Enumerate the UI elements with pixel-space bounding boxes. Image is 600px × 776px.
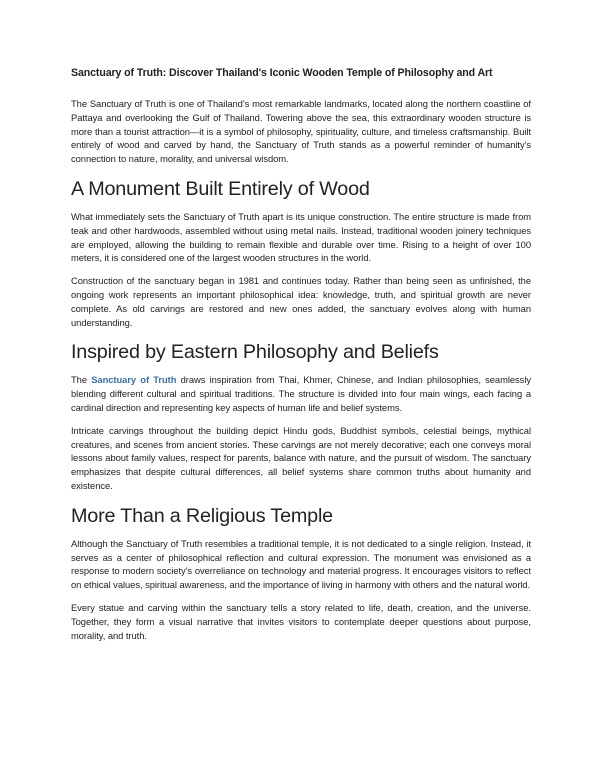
section-temple-paragraph-1: Although the Sanctuary of Truth resembles a traditional temple, it is not dedicated to a single religion. Instead, it serves as a center of philosophical reflection and cultural expression. The monument was envisioned as a response to modern society's overreliance on technology and material progress. It encourages visitors to reflect on ethical values, spiritual awareness, and the importance of living in harmony with others and the natural world. [71,537,531,591]
sanctuary-of-truth-link[interactable]: Sanctuary of Truth [91,374,177,386]
section-wood-paragraph-1: What immediately sets the Sanctuary of Truth apart is its unique construction. The entire structure is made from teak and other hardwoods, assembled without using metal nails. Instead, traditional wooden joinery techniques are employed, allowing the building to remain flexible and durable over time. Rising to a height of over 100 meters, it is considered one of the largest wooden structures in the world. [71,210,531,264]
section-philosophy-paragraph-2: Intricate carvings throughout the building depict Hindu gods, Buddhist symbols, celestial beings, mythical creatures, and scenes from ancient stories. These carvings are not merely decorative; each one conveys moral lessons about family values, respect for parents, balance with nature, and the pursuit of wisdom. The sanctuary emphasizes that despite cultural differences, all belief systems share common truths about humanity and existence. [71,424,531,491]
section-wood-paragraph-2: Construction of the sanctuary began in 1981 and continues today. Rather than being seen as unfinished, the ongoing work represents an important philosophical idea: knowledge, truth, and spiritual growth are never complete. As old carvings are restored and new ones added, the sanctuary evolves along with human understanding. [71,275,531,328]
section-heading-temple: More Than a Religious Temple [71,504,333,527]
document-title: Sanctuary of Truth: Discover Thailand's Iconic Wooden Temple of Philosophy and Art [71,67,493,79]
intro-paragraph: The Sanctuary of Truth is one of Thailand's most remarkable landmarks, located along the northern coastline of Pattaya and overlooking the Gulf of Thailand. Towering above the sea, this extraordinary wooden structure is more than a tourist attraction—it is a symbol of philosophy, spirituality, culture, and timeless craftsmanship. Built entirely of wood and carved by hand, the Sanctuary of Truth stands as a powerful reminder of humanity's connection to nature, morality, and universal wisdom. [71,98,531,165]
section-heading-wood: A Monument Built Entirely of Wood [71,177,370,200]
section-philosophy-paragraph-1 [71,373,531,414]
section-heading-philosophy: Inspired by Eastern Philosophy and Beliefs [71,341,439,364]
document-page [71,66,531,651]
paragraph-prefix: The [71,374,92,386]
paragraph-suffix: draws inspiration from Thai, Khmer, Chinese, and Indian philosophies, seamlessly blending different cultural and spiritual traditions. The structure is divided into four main wings, each facing a cardinal direction and representing key aspects of human life and belief systems. [71,374,531,413]
section-temple-paragraph-2: Every statue and carving within the sanctuary tells a story related to life, death, creation, and the universe. Together, they form a visual narrative that invites visitors to contemplate deeper questions about purpose, morality, and truth. [71,601,531,641]
